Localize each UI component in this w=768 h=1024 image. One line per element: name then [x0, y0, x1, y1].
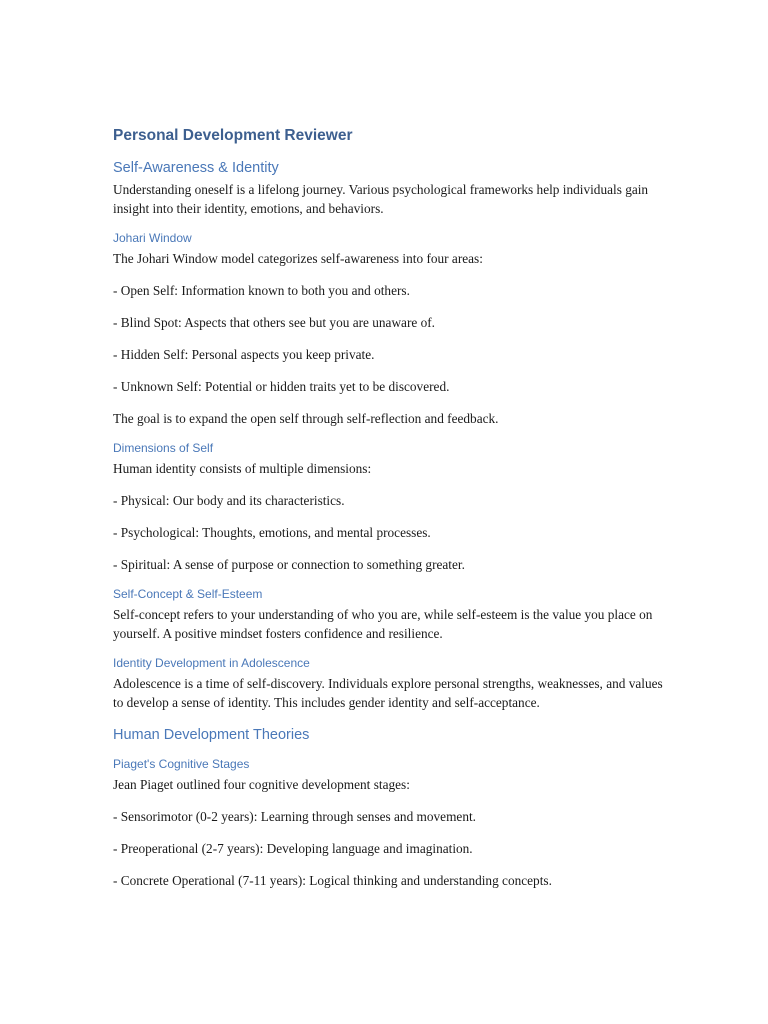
list-item-hidden-self: - Hidden Self: Personal aspects you keep private.: [113, 347, 375, 362]
paragraph-piaget-intro: Jean Piaget outlined four cognitive development stages:: [113, 777, 410, 792]
list-item-unknown-self: - Unknown Self: Potential or hidden traits yet to be discovered.: [113, 379, 450, 394]
subheading-dimensions-of-self: Dimensions of Self: [113, 441, 214, 455]
section-heading-self-awareness: Self-Awareness & Identity: [113, 160, 279, 176]
list-item-concrete-operational: - Concrete Operational (7-11 years): Logical thinking and understanding concepts.: [113, 873, 552, 888]
list-item-blind-spot: - Blind Spot: Aspects that others see but you are unaware of.: [113, 315, 436, 330]
paragraph-identity-adolescence: Adolescence is a time of self-discovery. Individuals explore personal strengths, weaknesses, and values to develop a sense of identity. This includes gender identity and self-acceptance.: [113, 676, 663, 710]
document-title: Personal Development Reviewer: [113, 127, 353, 144]
paragraph-johari-intro: The Johari Window model categorizes self-awareness into four areas:: [113, 251, 483, 266]
list-item-spiritual: - Spiritual: A sense of purpose or connection to something greater.: [113, 557, 465, 572]
paragraph-dimensions-intro: Human identity consists of multiple dimensions:: [113, 461, 372, 476]
subheading-self-concept: Self-Concept & Self-Esteem: [113, 587, 263, 601]
subheading-johari-window: Johari Window: [113, 231, 192, 245]
list-item-preoperational: - Preoperational (2-7 years): Developing language and imagination.: [113, 841, 473, 856]
list-item-sensorimotor: - Sensorimotor (0-2 years): Learning through senses and movement.: [113, 809, 476, 824]
subheading-piaget: Piaget's Cognitive Stages: [113, 757, 250, 771]
paragraph-self-concept: Self-concept refers to your understanding of who you are, while self-esteem is the value you place on yourself. A positive mindset fosters confidence and resilience.: [113, 607, 653, 641]
paragraph-johari-outro: The goal is to expand the open self through self-reflection and feedback.: [113, 411, 499, 426]
subheading-identity-adolescence: Identity Development in Adolescence: [113, 656, 310, 670]
list-item-open-self: - Open Self: Information known to both you and others.: [113, 283, 410, 298]
section-heading-human-development: Human Development Theories: [113, 727, 310, 743]
list-item-physical: - Physical: Our body and its characteristics.: [113, 493, 345, 508]
list-item-psychological: - Psychological: Thoughts, emotions, and mental processes.: [113, 525, 431, 540]
paragraph-self-awareness-intro: Understanding oneself is a lifelong journey. Various psychological frameworks help individuals gain insight into their identity, emotions, and behaviors.: [113, 182, 649, 216]
